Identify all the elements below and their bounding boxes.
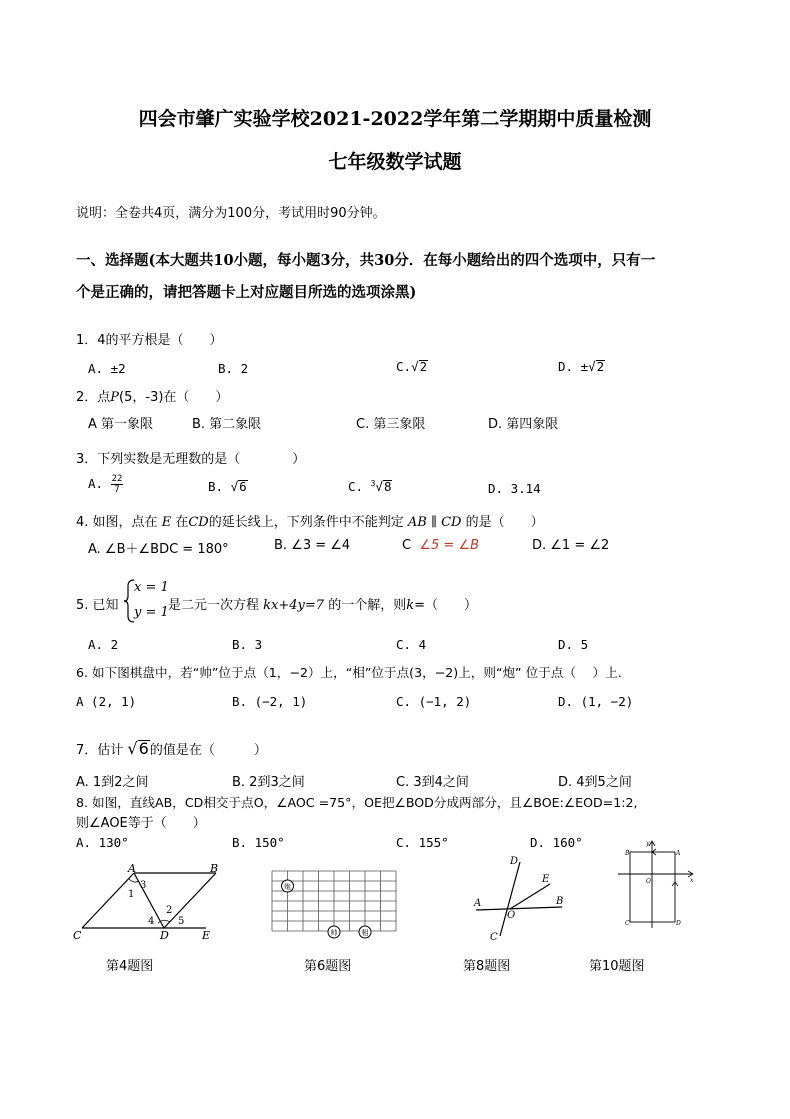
- q3-a-prefix: A.: [88, 476, 104, 491]
- q6-option-b: B. (−2, 1): [232, 694, 308, 709]
- q3-option-d: D. 3.14: [488, 481, 541, 496]
- fig8-label-d: D: [510, 856, 519, 867]
- q4-option-a: A. ∠B＋∠BDC = 180°: [88, 542, 229, 557]
- q2-stem-suffix: (5，-3)在（ ）: [119, 390, 229, 405]
- fig8-label-b: B: [556, 896, 564, 907]
- q5-option-c: C. 4: [396, 637, 427, 652]
- q3-option-a: [88, 474, 123, 495]
- fig6-xiang-label: 相: [361, 929, 369, 937]
- q3-a-denominator: 7: [114, 485, 120, 495]
- q5-stem-rest: [168, 594, 477, 613]
- fig10-caption: 第10题图: [589, 959, 645, 974]
- figure-6-chessboard: [270, 868, 400, 942]
- fig6-piece-xiang: [359, 926, 371, 938]
- sqrt-symbol: √: [375, 479, 383, 495]
- fig4-label-d: D: [160, 929, 169, 942]
- fig4-label-a: A: [128, 862, 136, 875]
- q1-d-radicand: 2: [596, 359, 605, 374]
- fig10-label-a: A: [676, 850, 681, 857]
- q2-option-c: C. 第三象限: [356, 417, 426, 432]
- q5-option-b: B. 3: [232, 637, 263, 652]
- fig10-label-d: D: [676, 920, 681, 927]
- q5-variable-k: k: [406, 598, 415, 613]
- section1-heading-line2: 个是正确的，请把答题卡上对应题目所选的选项涂黑): [76, 284, 417, 301]
- fig4-angle-2: 2: [166, 905, 173, 916]
- fig8-label-o: O: [507, 910, 516, 921]
- q5-system-line2: y = 1: [134, 605, 169, 620]
- sqrt-symbol: √: [411, 359, 419, 374]
- fig4-angle-1: 1: [128, 889, 135, 900]
- q4-parallel-expr: AB ∥ CD: [407, 515, 462, 530]
- q4-stem-mid2: 的延长线上，下列条件中不能判定: [208, 515, 404, 530]
- figure-4-parallelogram: [68, 860, 228, 942]
- q7-stem-prefix: 7．估计: [76, 743, 124, 758]
- q8-option-d: D. 160°: [530, 835, 583, 850]
- q4-option-b: B. ∠3 = ∠4: [274, 538, 351, 553]
- q6-option-a: A (2, 1): [76, 694, 137, 709]
- page-subtitle: 七年级数学试题: [328, 151, 462, 173]
- q4-c-prefix: C: [402, 538, 412, 553]
- q8-option-c: C. 155°: [396, 835, 449, 850]
- q4-stem: [76, 511, 544, 530]
- q7-stem: [76, 739, 267, 758]
- q5-equation: kx+4y=7: [263, 598, 325, 613]
- figure-8-intersecting-lines: [470, 852, 570, 944]
- fig4-label-c: C: [73, 929, 82, 942]
- fig10-label-c: C: [625, 920, 630, 927]
- q4-stem-prefix: 4. 如图，点在: [76, 515, 158, 530]
- fig4-label-b: B: [210, 862, 219, 875]
- q7-option-b: B. 2到3之间: [232, 775, 305, 790]
- q8-option-b: B. 150°: [232, 835, 285, 850]
- q3-a-fraction: [111, 474, 124, 495]
- section1-heading-line1: 一、选择题(本大题共10小题，每小题3分，共30分．在每小题给出的四个选项中，只有一: [76, 252, 656, 269]
- q4-c-expr: ∠5 = ∠B: [419, 538, 479, 553]
- q1-option-b: B. 2: [218, 361, 249, 376]
- q5-stem-mid2: 的一个解，则: [328, 598, 407, 613]
- q8-stem-line1: 8. 如图，直线AB，CD相交于点O，∠AOC =75°，OE把∠BOD分成两部分，且∠BOE:∠EOD=1:2,: [76, 795, 638, 810]
- q1-c-prefix: C.: [396, 359, 412, 374]
- q5-stem-suffix: =（ ）: [414, 598, 477, 613]
- q1-option-a: A. ±2: [88, 361, 126, 376]
- fig6-pao-label: 炮: [284, 883, 291, 891]
- fig6-piece-pao: [282, 880, 294, 892]
- q1-d-prefix: D. ±: [558, 359, 589, 374]
- page-title: 四会市肇广实验学校2021-2022学年第二学期期中质量检测: [138, 108, 652, 130]
- q8-option-a: A. 130°: [76, 835, 129, 850]
- fig4-angle-3: 3: [140, 880, 147, 891]
- fig6-shuai-label: 帅: [330, 929, 338, 937]
- q2-option-d: D. 第四象限: [488, 417, 559, 432]
- q4-stem-mid1: 在: [175, 515, 189, 530]
- q3-c-radicand: 8: [383, 479, 392, 495]
- fig10-label-o: O: [646, 878, 651, 885]
- q3-c-prefix: C.: [348, 479, 364, 495]
- sqrt-symbol: √: [230, 479, 239, 494]
- q2-stem: [76, 386, 228, 405]
- fig10-label-x: x: [690, 877, 694, 884]
- q5-option-d: D. 5: [558, 637, 589, 652]
- q4-segment-cd: CD: [188, 515, 209, 530]
- q5-option-a: A. 2: [88, 637, 119, 652]
- q5-stem-mid: 是二元一次方程: [168, 598, 260, 613]
- q7-option-a: A. 1到2之间: [76, 775, 149, 790]
- q1-option-c: [396, 359, 428, 374]
- q3-c-index: 3: [370, 479, 376, 488]
- q6-option-c: C. (−1, 2): [396, 694, 472, 709]
- q7-radicand: 6: [138, 739, 149, 758]
- q7-option-c: C. 3到4之间: [396, 775, 469, 790]
- figure-10-coordinate-rect: [614, 838, 698, 934]
- q5-stem-prefix: 5. 已知: [76, 598, 119, 613]
- q4-stem-suffix: 的是（ ）: [465, 515, 544, 530]
- fig10-label-b: B: [625, 850, 630, 857]
- fig8-label-e: E: [542, 874, 550, 885]
- q3-option-b: [208, 479, 248, 494]
- fig4-angle-5: 5: [178, 916, 185, 927]
- q7-option-d: D. 4到5之间: [558, 775, 632, 790]
- fig8-label-a: A: [474, 898, 482, 909]
- q3-a-numerator: 22: [111, 474, 123, 484]
- q2-option-a: A 第一象限: [88, 417, 154, 432]
- q6-option-d: D. (1, −2): [558, 694, 634, 709]
- q1-c-radicand: 2: [419, 359, 428, 374]
- q4-option-c: [402, 538, 479, 553]
- q2-option-b: B. 第二象限: [192, 417, 262, 432]
- q2-point: P: [110, 390, 120, 405]
- fig10-label-y: y: [646, 840, 650, 847]
- q8-stem-line2: 则∠AOE等于（ ）: [76, 816, 206, 831]
- q5-system-line1: x = 1: [134, 580, 169, 595]
- q3-b-prefix: B.: [208, 479, 224, 494]
- fig4-angle-4: 4: [148, 916, 155, 927]
- q4-option-d: D. ∠1 = ∠2: [532, 538, 610, 553]
- fig8-caption: 第8题图: [463, 959, 511, 974]
- q3-stem: 3．下列实数是无理数的是（ ）: [76, 452, 306, 467]
- q6-stem: 6. 如下图棋盘中，若“帅”位于点（1，−2）上，“相”位于点(3，−2)上，则“炮” 位于点（ ）上.: [76, 665, 622, 680]
- q1-option-d: [558, 359, 605, 374]
- fig6-caption: 第6题图: [304, 959, 352, 974]
- sqrt-symbol: √: [127, 739, 138, 758]
- q4-point-e: E: [161, 515, 172, 530]
- fig4-caption: 第4题图: [106, 959, 154, 974]
- sqrt-symbol: √: [588, 359, 596, 374]
- fig6-piece-shuai: [328, 926, 340, 938]
- q3-option-c: [348, 479, 392, 494]
- q1-stem: 1．4的平方根是（ ）: [76, 333, 223, 348]
- fig8-label-c: C: [490, 932, 498, 943]
- q3-b-radicand: 6: [239, 479, 247, 494]
- fig4-label-e: E: [202, 929, 211, 942]
- q2-stem-prefix: 2．点: [76, 390, 111, 405]
- exam-note: 说明：全卷共4页，满分为100分，考试用时90分钟。: [76, 206, 386, 221]
- q7-stem-suffix: 的值是在（ ）: [149, 743, 267, 758]
